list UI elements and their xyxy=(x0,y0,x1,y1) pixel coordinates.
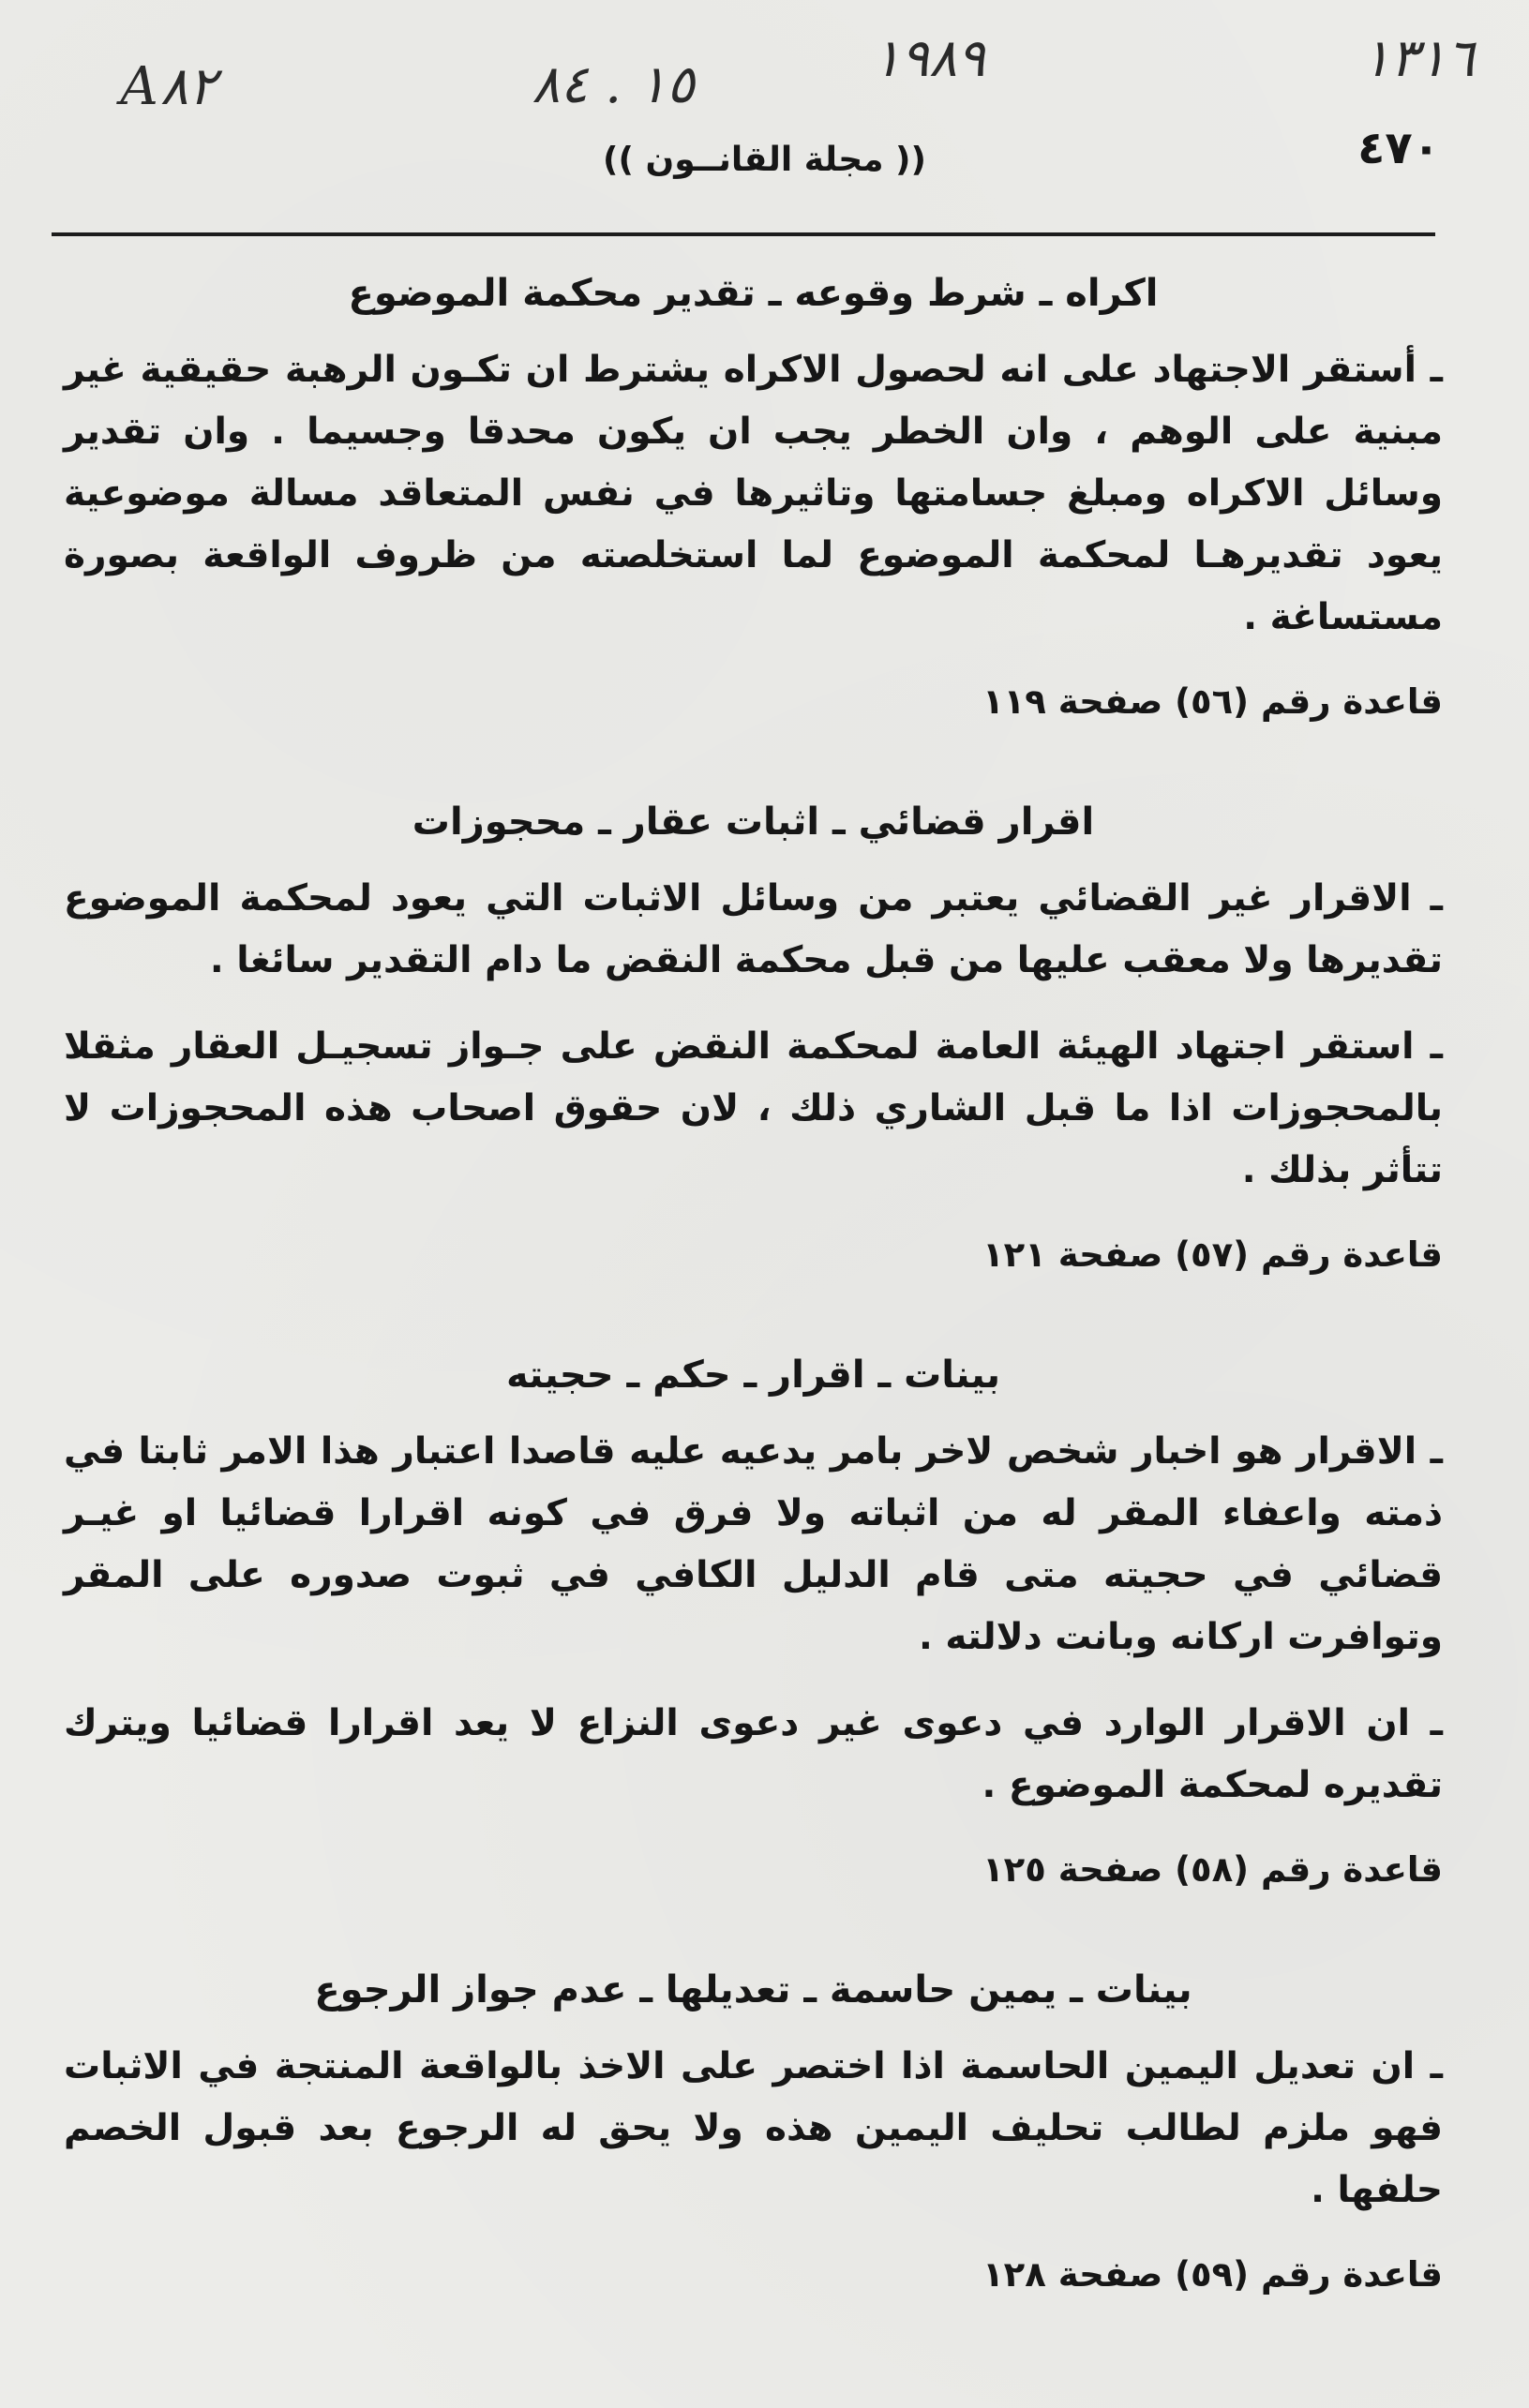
section-heading: اكراه ـ شرط وقوعه ـ تقدير محكمة الموضوع xyxy=(348,272,1159,315)
section-evidence-admission xyxy=(64,1346,1443,1895)
section-judicial-admission xyxy=(64,793,1443,1280)
section-paragraph: ـ استقر اجتهاد الهيئة العامة لمحكمة النقض على جـواز تسجيـل العقار مثقلا بالمحجوزات اذا ما قبل الشاري ذلك ، لان حقوق اصحاب هذه المحجوزات لا تتأثر بذلك . xyxy=(64,1025,1443,1191)
section-heading: بينات ـ اقرار ـ حكم ـ حجيته xyxy=(505,1354,1000,1397)
handwritten-date: ١٥ . ٨٤ xyxy=(532,54,695,115)
rule-reference: قاعدة رقم (٥٩) صفحة ١٢٨ xyxy=(982,2254,1443,2295)
section-paragraph: ـ ان تعديل اليمين الحاسمة اذا اختصر على الاخذ بالواقعة المنتجة في الاثبات فهو ملزم لطالب تحليف اليمين هذه ولا يحق له الرجوع بعد قبول الخصم حلفها . xyxy=(64,2045,1443,2211)
section-paragraph: ـ الاقرار غير القضائي يعتبر من وسائل الاثبات التي يعود لمحكمة الموضوع تقديرها ولا معقب عليها من قبل محكمة النقض ما دام التقدير سائغا . xyxy=(64,877,1443,981)
header-divider xyxy=(52,232,1435,236)
section-paragraph: ـ أستقر الاجتهاد على انه لحصول الاكراه يشترط ان تكـون الرهبة حقيقية غير مبنية على الوهم ، وان الخطر يجب ان يكون محدقا وجسيما . وان تقدير وسائل الاكراه ومبلغ جسامتها وتاثيرها في نفس المتعاقد مسالة موضوعية يعود تقديرهـا لمحكمة الموضوع لما استخلصته من ظروف الواقعة بصورة مستساغة . xyxy=(64,349,1443,638)
section-heading: اقرار قضائي ـ اثبات عقار ـ محجوزات xyxy=(412,800,1095,844)
section-paragraph: ـ الاقرار هو اخبار شخص لاخر بامر يدعيه عليه قاصدا اعتبار هذا الامر ثابتا في ذمته واعفاء المقر له من اثباته ولا فرق في كونه اقرارا قضائيا او غيـر قضائي في حجيته متى قام الدليل الكافي في ثبوت صدوره على المقر وتوافرت اركانه وبانت دلالته . xyxy=(64,1430,1443,1658)
rule-reference: قاعدة رقم (٥٧) صفحة ١٢١ xyxy=(982,1234,1443,1275)
page-content xyxy=(64,264,1443,2366)
section-heading: بينات ـ يمين حاسمة ـ تعديلها ـ عدم جواز الرجوع xyxy=(314,1968,1192,2012)
journal-title: (( مجلة القانــون )) xyxy=(603,141,926,179)
section-decisive-oath xyxy=(64,1961,1443,2300)
section-paragraph: ـ ان الاقرار الوارد في دعوى غير دعوى النزاع لا يعد اقرارا قضائيا ويترك تقديره لمحكمة الموضوع . xyxy=(64,1702,1443,1806)
rule-reference: قاعدة رقم (٥٦) صفحة ١١٩ xyxy=(982,681,1443,722)
handwritten-code: A٨٢ xyxy=(120,56,217,117)
section-duress xyxy=(64,264,1443,727)
page-number: ٤٧٠ xyxy=(1357,122,1440,174)
handwritten-number: ١٣١٦ xyxy=(1361,28,1475,89)
handwritten-year: ١٩٨٩ xyxy=(872,28,985,89)
rule-reference: قاعدة رقم (٥٨) صفحة ١٢٥ xyxy=(982,1849,1443,1890)
